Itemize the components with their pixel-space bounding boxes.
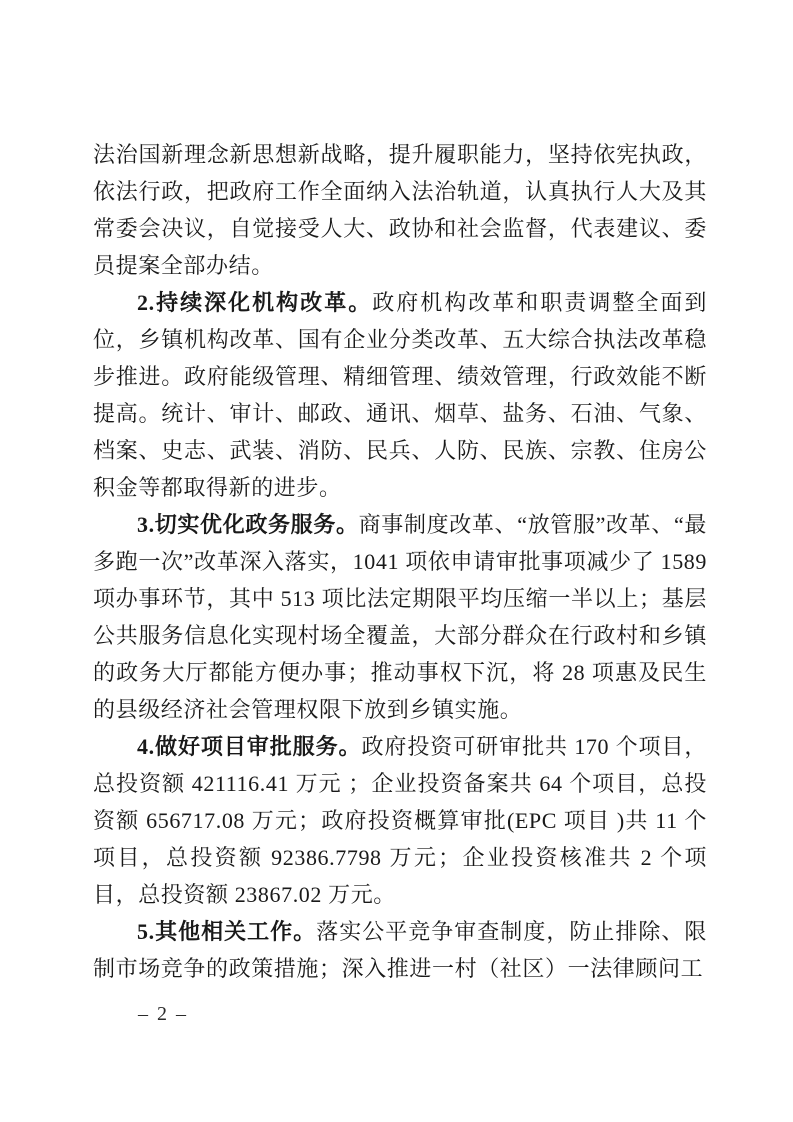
paragraph-item-2 [93, 284, 707, 506]
paragraph-text: 法治国新理念新思想新战略，提升履职能力，坚持依宪执政，依法行政，把政府工作全面纳入法治轨道，认真执行人大及其常委会决议，自觉接受人大、政协和社会监督，代表建议、委员提案全部办结。 [93, 142, 707, 278]
paragraph-heading: 5.其他相关工作。 [137, 919, 317, 944]
paragraph-heading: 3.切实优化政务服务。 [137, 512, 359, 537]
paragraph-text: 政府机构改革和职责调整全面到位，乡镇机构改革、国有企业分类改革、五大综合执法改革稳步推进。政府能级管理、精细管理、绩效管理，行政效能不断提高。统计、审计、邮政、通讯、烟草、盐务、石油、气象、档案、史志、武装、消防、民兵、人防、民族、宗教、住房公积金等都取得新的进步。 [93, 290, 707, 500]
paragraph-continuation [93, 136, 707, 284]
page-number: – 2 – [138, 1003, 188, 1025]
paragraph-text: 政府投资可研审批共 170 个项目，总投资额 421116.41 万元 ；企业投资备案共 64 个项目，总投资额 656717.08 万元；政府投资概算审批(EPC 项目 )共 11 个项目，总投资额 92386.7798 万元；企业投资核准共 2 个项目，总投资额 23867.02 万元。 [93, 734, 707, 907]
paragraph-text: 商事制度改革、“放管服”改革、“最多跑一次”改革深入落实，1041 项依申请审批事项减少了 1589 项办事环节，其中 513 项比法定期限平均压缩一半以上；基层公共服务信息化实现村场全覆盖，大部分群众在行政村和乡镇的政务大厅都能方便办事；推动事权下沉，将 28 项惠及民生的县级经济社会管理权限下放到乡镇实施。 [93, 512, 707, 722]
document-body [93, 136, 707, 987]
paragraph-heading: 4.做好项目审批服务。 [137, 734, 362, 759]
paragraph-text: 落实公平竞争审查制度，防止排除、限制市场竞争的政策措施；深入推进一村（社区）一法律顾问工 [93, 919, 707, 981]
paragraph-item-4 [93, 728, 707, 913]
paragraph-heading: 2.持续深化机构改革。 [137, 290, 373, 315]
paragraph-item-5 [93, 913, 707, 987]
paragraph-item-3 [93, 506, 707, 728]
